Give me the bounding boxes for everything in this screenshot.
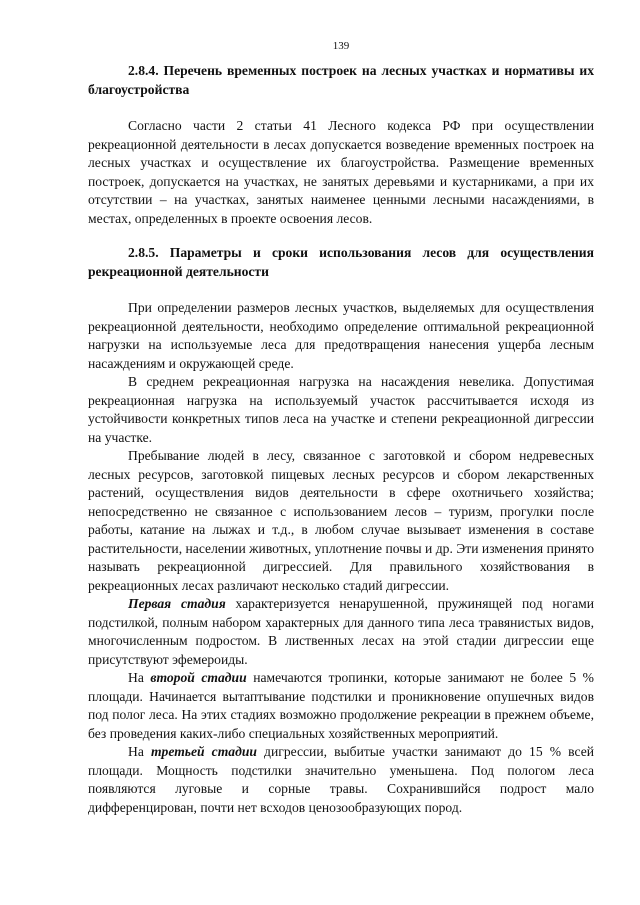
first-stage-term: Первая стадия	[128, 596, 226, 611]
paragraph-first-stage	[88, 595, 594, 669]
paragraph-recreational-load: При определении размеров лесных участков, выделяемых для осуществления рекреационной деятельности, необходимо определение оптимальной рекреационной нагрузки на используемые леса для предотвращения нанесения ущерба лесным насаждениям и окружающей среде.	[88, 300, 594, 371]
paragraph-digression: Пребывание людей в лесу, связанное с заготовкой и сбором недревесных лесных ресурсов, заготовкой пищевых лесных ресурсов и сбором лекарственных растений, осуществления видов деятельности в сфере охотничьего хозяйства; непосредственно не связанное с использованием лесов – туризм, прогулки после работы, катание на лыжах и т.д., в любом случае вызывает изменения в составе растительности, населении животных, уплотнение почвы и др. Эти изменения принято называть рекреационной дигрессией. Для правильного хозяйствования в рекреационных лесах различают несколько стадий дигрессии.	[88, 448, 594, 593]
second-stage-prefix: На	[128, 670, 151, 685]
page-number: 139	[332, 40, 350, 52]
third-stage-term: третьей стадии	[150, 744, 257, 759]
section-2-8-4-heading: 2.8.4. Перечень временных построек на лесных участках и нормативы их благоустройства	[88, 63, 594, 97]
document-page	[88, 0, 594, 817]
section-2-8-4-paragraph: Согласно части 2 статьи 41 Лесного кодекса РФ при осуществлении рекреационной деятельности в лесах допускается возведение временных построек на лесных участках и осуществление их благоустройства. Размещение временных построек, допускается на участках, не занятых деревьями и кустарниками, а при их отсутствии – на участках, занятых наименее ценными лесными насаждениями, в местах, определенных в проекте освоения лесов.	[88, 118, 594, 226]
second-stage-text: намечаются тропинки, которые занимают не более 5 % площади. Начинается вытаптывание подстилки и проникновение опушечных видов под полог леса. На этих стадиях возможно продолжение рекреации в прежнем объеме, без проведения каких-либо специальных хозяйственных мероприятий.	[88, 670, 594, 741]
paragraph-average-load: В среднем рекреационная нагрузка на насаждения невелика. Допустимая рекреационная нагрузка на используемый участок рассчитывается исходя из устойчивости конкретных типов леса на участке и степени рекреационной дигрессии на участке.	[88, 374, 594, 445]
spacer	[88, 99, 594, 117]
section-2-8-5-heading: 2.8.5. Параметры и сроки использования лесов для осуществления рекреационной деятельности	[88, 245, 594, 279]
third-stage-prefix: На	[128, 744, 151, 759]
paragraph-second-stage	[88, 669, 594, 743]
second-stage-term: второй стадии	[150, 670, 247, 685]
spacer	[88, 281, 594, 299]
third-stage-text: дигрессии, выбитые участки занимают до 15 % всей площади. Мощность подстилки значительно уменьшена. Под пологом леса появляются луговые и сорные травы. Сохранившийся подрост мало дифференцирован, почти нет всходов ценозообразующих пород.	[88, 744, 595, 815]
paragraph-third-stage	[88, 743, 594, 817]
first-stage-text: характеризуется ненарушенной, пружинящей под ногами подстилкой, полным набором характерных для данного типа леса травянистых видов, многочисленным подростом. В лиственных лесах на этой стадии дигрессии еще присутствуют эфемероиды.	[88, 596, 594, 667]
